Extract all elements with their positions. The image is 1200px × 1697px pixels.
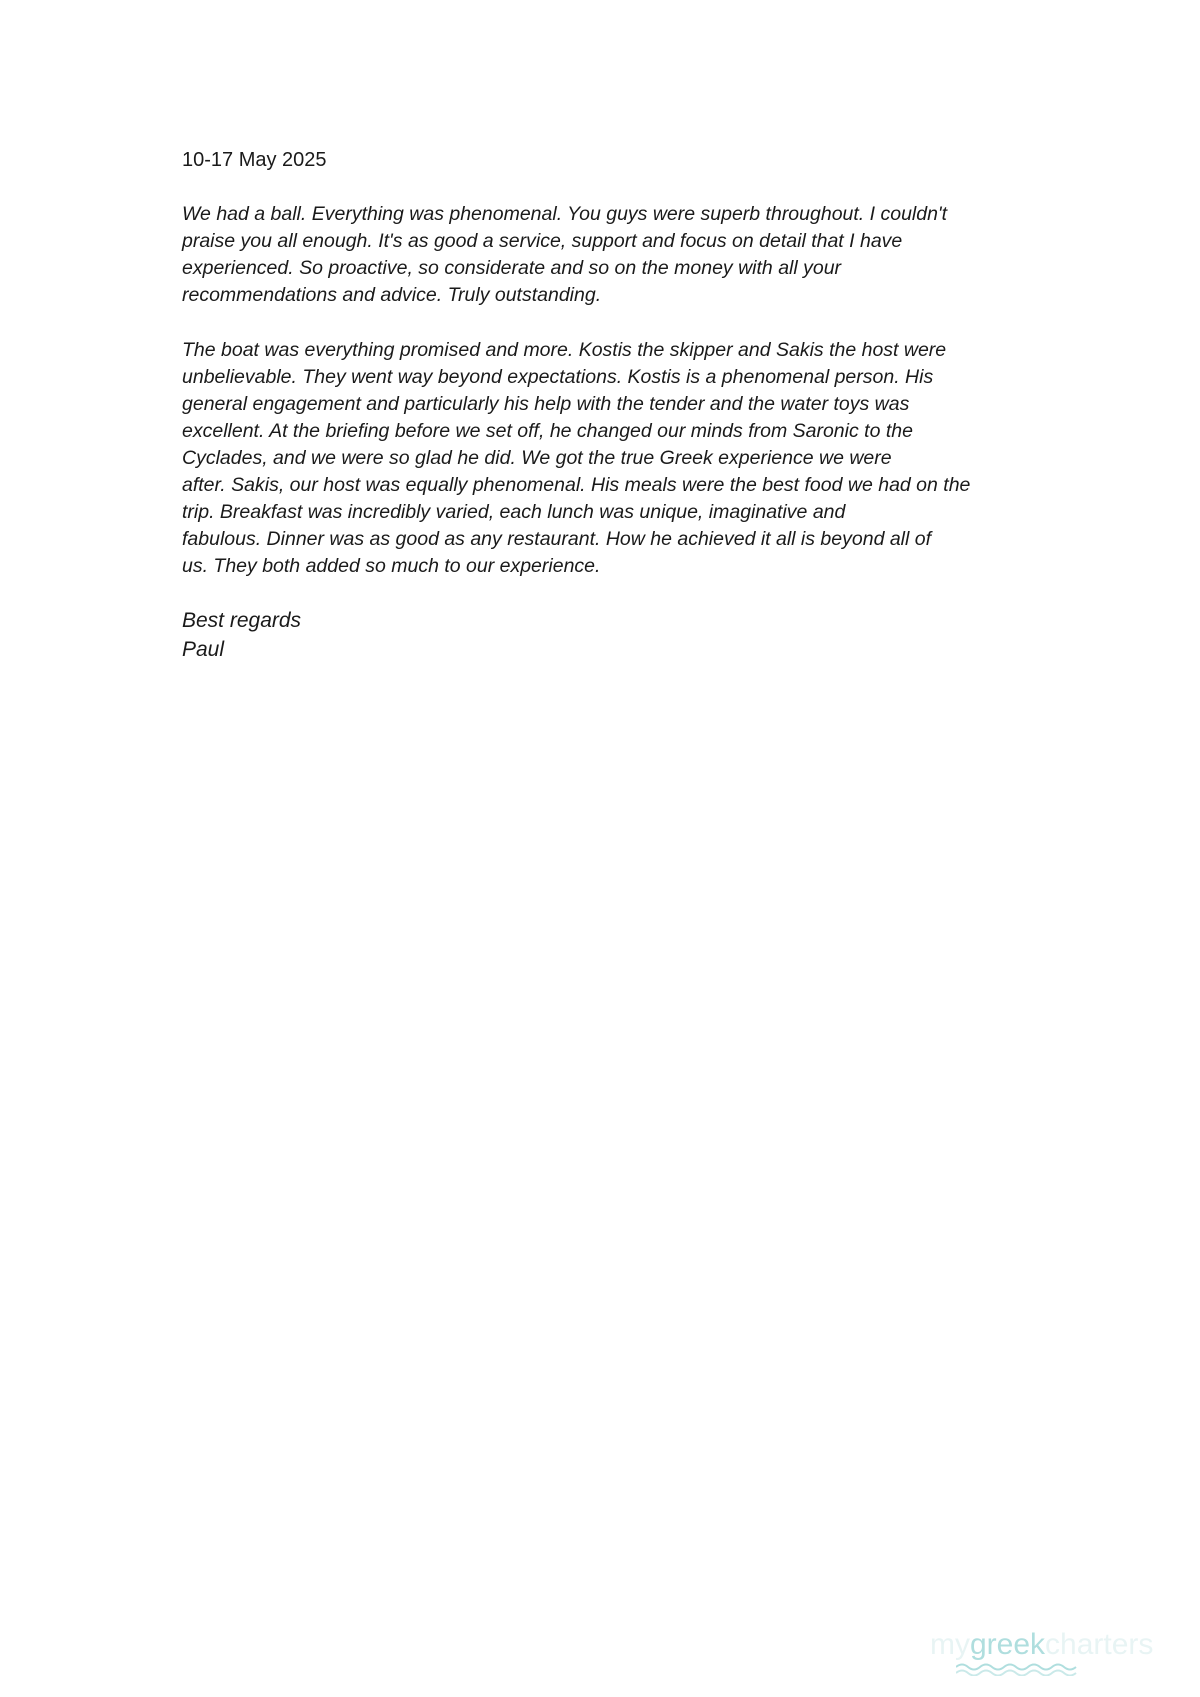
paragraph-line: fabulous. Dinner was as good as any restaurant. How he achieved it all is beyond all of bbox=[182, 528, 932, 550]
closing-block bbox=[182, 606, 301, 664]
paragraph-line: experienced. So proactive, so considerate and so on the money with all your bbox=[182, 257, 842, 279]
paragraph-line: excellent. At the briefing before we set off, he changed our minds from Saronic to the bbox=[182, 420, 913, 442]
watermark-part-greek: greek bbox=[970, 1628, 1046, 1661]
wave-icon bbox=[956, 1662, 1086, 1676]
watermark-logo-text bbox=[930, 1628, 1153, 1662]
paragraph-2 bbox=[182, 337, 1022, 580]
brand-watermark bbox=[930, 1628, 1170, 1678]
paragraph-1 bbox=[182, 201, 1022, 309]
paragraph-line: The boat was everything promised and more. Kostis the skipper and Sakis the host were bbox=[182, 339, 947, 361]
letter-date: 10-17 May 2025 bbox=[182, 149, 327, 171]
closing-salutation: Best regards bbox=[182, 609, 302, 632]
paragraph-line: unbelievable. They went way beyond expectations. Kostis is a phenomenal person. His bbox=[182, 366, 934, 388]
paragraph-line: We had a ball. Everything was phenomenal. You guys were superb throughout. I couldn't bbox=[182, 203, 948, 225]
watermark-part-my: my bbox=[930, 1628, 970, 1661]
paragraph-line: Cyclades, and we were so glad he did. We got the true Greek experience we were bbox=[182, 447, 892, 469]
paragraph-line: praise you all enough. It's as good a service, support and focus on detail that I have bbox=[182, 230, 903, 252]
signature-name: Paul bbox=[182, 638, 225, 661]
paragraph-line: general engagement and particularly his help with the tender and the water toys was bbox=[182, 393, 910, 415]
paragraph-line: trip. Breakfast was incredibly varied, each lunch was unique, imaginative and bbox=[182, 501, 846, 523]
paragraph-line: us. They both added so much to our experience. bbox=[182, 555, 601, 577]
watermark-part-charters: charters bbox=[1045, 1628, 1154, 1661]
paragraph-line: after. Sakis, our host was equally phenomenal. His meals were the best food we had on the bbox=[182, 474, 971, 496]
paragraph-line: recommendations and advice. Truly outstanding. bbox=[182, 284, 602, 306]
